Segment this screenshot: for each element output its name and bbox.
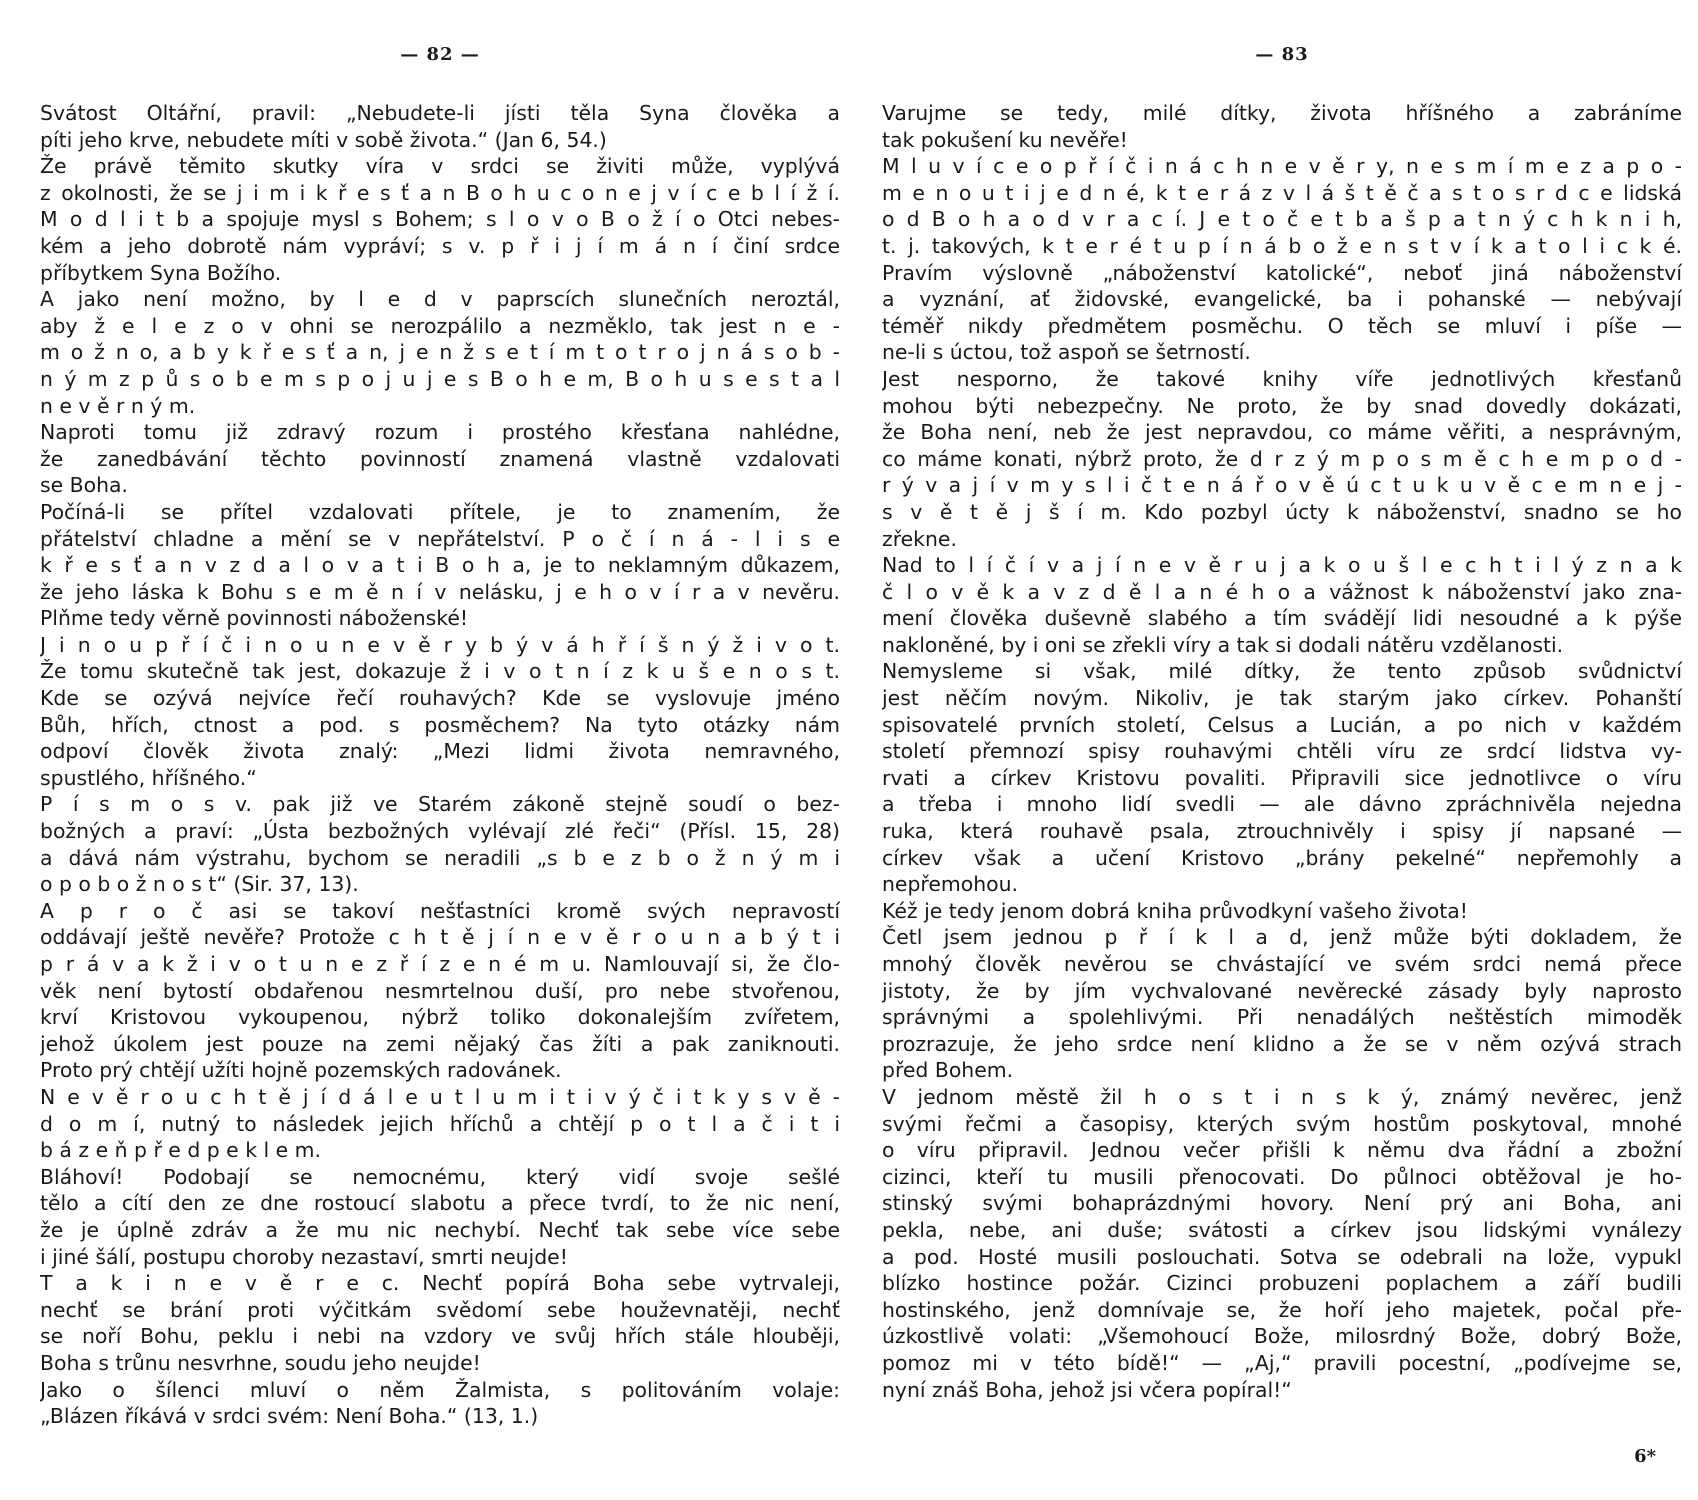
text-line: J i n o u p ř í č i n o u n e v ě r y b ý v á h ř í š n ý ž i v o t. [40, 632, 840, 657]
text-line: mení člověka duševně slabého a tím svádějí lidi nesoudné a k pýše [882, 606, 1682, 631]
text-line: že Boha není, neb že jest nepravdou, co máme věřiti, a nesprávným, [882, 420, 1682, 445]
text-line: Proto prý chtějí užíti hojně pozemských radovánek. [40, 1058, 562, 1083]
text-line: b á z e ň p ř e d p e k l e m. [40, 1138, 322, 1163]
text-line: d o m í, nutný to následek jejich hříchů a chtějí p o t l a č i t i [40, 1111, 840, 1136]
text-line: správnými a spolehlivými. Při nenadálých neštěstích mimoděk [882, 1005, 1682, 1030]
text-line: s v ě t ě j š í m. Kdo pozbyl úcty k náboženství, snadno se ho [882, 499, 1682, 524]
text-line: Bůh, hřích, ctnost a pod. s posměchem? Na tyto otázky nám [40, 712, 840, 737]
text-line: se noří Bohu, peklu i nebi na vzdory ve svůj hřích stále hlouběji, [40, 1324, 840, 1349]
text-line: svými řečmi a časopisy, kterých svým hostům poskytoval, mnohé [882, 1111, 1682, 1136]
text-line: století přemnozí spisy rouhavými chtěli víru ze srdcí lidstva vy- [882, 739, 1682, 764]
text-line: z okolnosti, že se j i m i k ř e s ť a n B o h u c o n e j v í c e b l í ž í. [40, 180, 840, 205]
text-line: p r á v a k ž i v o t u n e z ř í z e n é m u. Namlouvají si, že člo- [40, 952, 840, 976]
text-line: nepřemohou. [882, 872, 1019, 897]
text-line: cizinci, kteří tu musili přenocovati. Do půlnoci obtěžoval je ho- [882, 1164, 1682, 1189]
text-line: Četl jsem jednou p ř í k l a d, jenž může býti dokladem, že [882, 925, 1682, 950]
text-line: stinský svými bohaprázdnými hovory. Není prý ani Boha, ani [882, 1191, 1682, 1216]
text-line: Boha s trůnu nesvrhne, soudu jeho neujde! [40, 1350, 481, 1375]
text-line: Plňme tedy věrně povinnosti náboženské! [40, 606, 469, 631]
text-line: věk není bytostí obdařenou nesmrtelnou duší, pro nebe stvořenou, [40, 978, 840, 1003]
text-line: č l o v ě k a v z d ě l a n é h o a vážnost k náboženství jako zna- [882, 579, 1682, 604]
text-line: jehož úkolem jest pouze na zemi nějaký čas žíti a pak zaniknouti. [40, 1031, 840, 1056]
text-line: aby ž e l e z o v ohni se nerozpálilo a nezměklo, tak jest n e - [40, 313, 840, 338]
text-line: mohou býti nebezpečny. Ne proto, že by snad dovedly dokázati, [882, 393, 1682, 418]
text-line: Jako o šílenci mluví o něm Žalmista, s politováním volaje: [40, 1377, 840, 1402]
left-page-text [40, 100, 840, 1430]
left-page [40, 0, 840, 1500]
text-line: nakloněné, by i oni se zřekli víry a tak si dodali nátěru vzdělanosti. [882, 632, 1564, 657]
text-line: M l u v í c e o p ř í č i n á c h n e v ě r y, n e s m í m e z a p o - [882, 154, 1682, 179]
text-line: o p o b o ž n o s t“ (Sir. 37, 13). [40, 872, 359, 897]
text-line: N e v ě r o u c h t ě j í d á l e u t l u m i t i v ý č i t k y s v ě - [40, 1084, 840, 1109]
text-line: odpoví člověk života znalý: „Mezi lidmi života nemravného, [40, 739, 840, 764]
text-line: před Bohem. [882, 1058, 1014, 1083]
page-number-82: — 82 — [400, 44, 480, 65]
text-line: Počíná-li se přítel vzdalovati přítele, je to znamením, že [40, 499, 840, 524]
text-line: jistoty, že by jím vychvalované nevěrecké zásady byly naprosto [882, 978, 1682, 1003]
text-line: oddávají ještě nevěře? Protože c h t ě j í n e v ě r o u n a b ý t i [40, 925, 840, 950]
text-line: zřekne. [882, 526, 957, 551]
text-line: i jiné šálí, postupu choroby nezastaví, smrti neujde! [40, 1244, 568, 1269]
text-line: mnohý člověk nevěrou se chvástající ve svém srdci nemá přece [882, 952, 1682, 976]
text-line: Kéž je tedy jenom dobrá kniha průvodkyní vašeho života! [882, 898, 1468, 923]
text-line: co máme konati, nýbrž proto, že d r z ý m p o s m ě c h e m p o d - [882, 446, 1682, 471]
page-number-83: — 83 [1255, 44, 1309, 65]
text-line: o d B o h a o d v r a c í. J e t o č e t b a š p a t n ý c h k n i h, [882, 207, 1682, 232]
text-line: n e v ě r n ý m. [40, 393, 196, 418]
text-line: krví Kristovou vykoupenou, nýbrž toliko dokonalejším zvířetem, [40, 1005, 840, 1030]
text-line: „Blázen říkává v srdci svém: Není Boha.“ (13, 1.) [40, 1404, 539, 1429]
text-line: nyní znáš Boha, jehož jsi včera popíral!“ [882, 1377, 1292, 1402]
text-line: t. j. takových, k t e r é t u p í n á b o ž e n s t v í k a t o l i c k é. [882, 233, 1682, 258]
text-line: nechť se brání proti výčitkám svědomí sebe houževnatěji, nechť [40, 1297, 840, 1322]
right-page [882, 0, 1682, 1500]
text-line: kém a jeho dobrotě nám vypráví; s v. p ř i j í m á n í činí srdce [40, 233, 840, 258]
text-line: a dává nám výstrahu, bychom se neradili „s b e z b o ž n ý m i [40, 845, 840, 870]
text-line: m o ž n o, a b y k ř e s ť a n, j e n ž s e t í m t o t r o j n á s o b - [40, 340, 840, 365]
text-line: božných a praví: „Ústa bezbožných vylévají zlé řeči“ (Přísl. 15, 28) [40, 819, 840, 844]
text-line: tělo a cítí den ze dne rostoucí slabotu a přece tvrdí, to že nic není, [40, 1191, 840, 1216]
text-line: ne-li s úctou, tož aspoň se šetrností. [882, 340, 1251, 365]
text-line: že zanedbávání těchto povinností znamená vlastně vzdalovati [40, 446, 840, 471]
right-page-text [882, 100, 1682, 1403]
text-line: přátelství chladne a mění se v nepřátelství. P o č í n á - l i s e [40, 526, 840, 551]
text-line: pekla, nebe, ani duše; svátosti a církev jsou lidskými vynálezy [882, 1217, 1682, 1242]
text-line: Jest nesporno, že takové knihy víře jednotlivých křesťanů [882, 366, 1682, 391]
text-line: Nemysleme si však, milé dítky, že tento způsob svůdnictví [882, 659, 1682, 684]
text-line: r ý v a j í v m y s l i č t e n á ř o v ě ú c t u k u v ě c e m n e j - [882, 473, 1682, 498]
text-line: a pod. Hosté musili poslouchati. Sotva se odebrali na lože, vypukl [882, 1244, 1682, 1269]
text-line: o víru připravil. Jednou večer přišli k němu dva řádní a zbožní [882, 1138, 1682, 1163]
text-line: téměř nikdy předmětem posměchu. O těch se mluví i píše — [882, 313, 1682, 338]
text-line: se Boha. [40, 473, 129, 498]
text-line: Varujme se tedy, milé dítky, života hříšného a zabráníme [882, 101, 1682, 125]
text-line: že je úplně zdráv a že mu nic nechybí. Nechť tak sebe více sebe [40, 1217, 840, 1242]
text-line: spisovatelé prvních století, Celsus a Lucián, a po nich v každém [882, 712, 1682, 737]
text-line: pomoz mi v této bídě!“ — „Aj,“ pravili pocestní, „podívejme se, [882, 1350, 1682, 1375]
text-line: A jako není možno, by l e d v paprscích slunečních neroztál, [40, 287, 840, 312]
text-line: Nad to l í č í v a j í n e v ě r u j a k o u š l e c h t i l ý z n a k [882, 553, 1682, 578]
signature-mark: 6* [1634, 1446, 1656, 1467]
text-line: jest něčím novým. Nikoliv, je tak starým jako církev. Pohanští [882, 686, 1682, 711]
text-line: rvati a církev Kristovu povaliti. Připravili sice jednotlivce o víru [882, 765, 1682, 790]
text-line: P í s m o s v. pak již ve Starém zákoně stejně soudí o bez- [40, 792, 840, 817]
text-line: M o d l i t b a spojuje mysl s Bohem; s l o v o B o ž í o Otci nebes- [40, 207, 840, 232]
text-line: Že právě těmito skutky víra v srdci se živiti může, vyplývá [40, 154, 840, 179]
text-line: prozrazuje, že jeho srdce není klidno a že se v něm ozývá strach [882, 1031, 1682, 1056]
text-line: úzkostlivě volati: „Všemohoucí Bože, milosrdný Bože, dobrý Bože, [882, 1324, 1682, 1349]
text-line: Svátost Oltářní, pravil: „Nebudete-li jísti těla Syna člověka a [40, 101, 840, 125]
text-line: a vyznání, ať židovské, evangelické, ba i pohanské — nebývají [882, 287, 1682, 312]
text-line: n ý m z p ů s o b e m s p o j u j e s B o h e m, B o h u s e s t a l [40, 366, 840, 391]
text-line: Bláhoví! Podobají se nemocnému, který vidí svoje sešlé [40, 1164, 840, 1189]
text-line: tak pokušení ku nevěře! [882, 127, 1128, 152]
text-line: A p r o č asi se takoví nešťastníci kromě svých nepravostí [40, 898, 840, 923]
text-line: církev však a učení Kristovo „brány pekelné“ nepřemohly a [882, 845, 1682, 870]
text-line: V jednom městě žil h o s t i n s k ý, známý nevěrec, jenž [882, 1084, 1682, 1109]
text-line: a třeba i mnoho lidí svedli — ale dávno zpráchnivěla nejedna [882, 792, 1682, 817]
text-line: příbytkem Syna Božího. [40, 260, 282, 285]
text-line: píti jeho krve, nebudete míti v sobě života.“ (Jan 6, 54.) [40, 127, 607, 152]
text-line: k ř e s ť a n v z d a l o v a t i B o h a, je to neklamným důkazem, [40, 553, 840, 578]
text-line: Kde se ozývá nejvíce řečí rouhavých? Kde se vyslovuje jméno [40, 686, 840, 711]
text-line: hostinského, jenž domnívaje se, že hoří jeho majetek, počal pře- [882, 1297, 1682, 1322]
text-line: ruka, která rouhavě psala, ztrouchnivěly i spisy jí napsané — [882, 819, 1682, 844]
text-line: Pravím výslovně „náboženství katolické“, neboť jiná náboženství [882, 260, 1682, 285]
text-line: že jeho láska k Bohu s e m ě n í v nelásku, j e h o v í r a v nevěru. [40, 579, 840, 604]
text-line: m e n o u t i j e d n é, k t e r á z v l á š t ě č a s t o s r d c e lidská [882, 180, 1682, 205]
text-line: spustlého, hříšného.“ [40, 765, 257, 790]
text-line: Naproti tomu již zdravý rozum i prostého křesťana nahlédne, [40, 420, 840, 445]
text-line: Že tomu skutečně tak jest, dokazuje ž i v o t n í z k u š e n o s t. [40, 659, 840, 684]
text-line: blízko hostince požár. Cizinci probuzeni poplachem a září budili [882, 1271, 1682, 1296]
text-line: T a k i n e v ě r e c. Nechť popírá Boha sebe vytrvaleji, [40, 1271, 840, 1296]
